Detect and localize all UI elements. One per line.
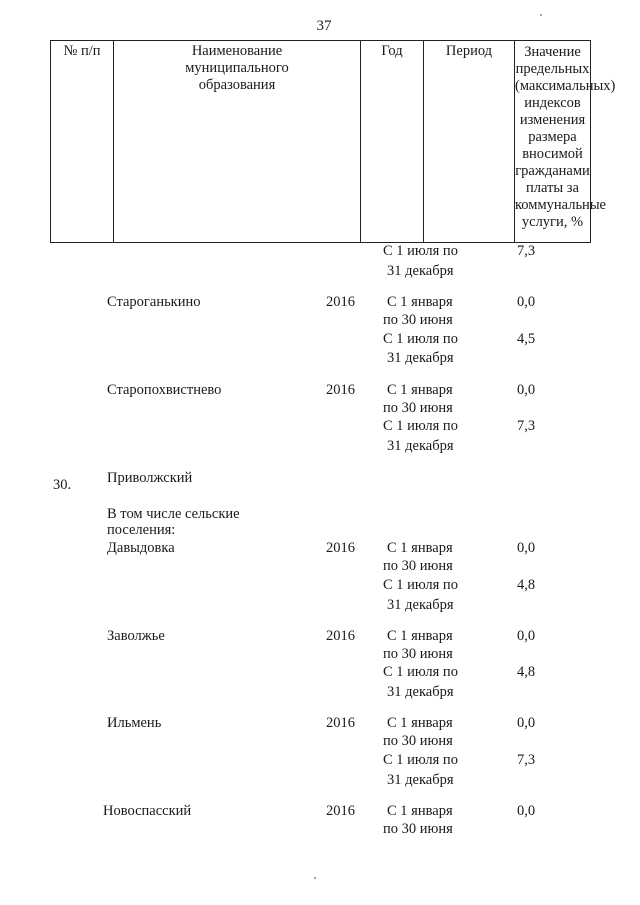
year-cell: 2016 [326,803,355,819]
header-name-line: образования [198,77,276,93]
year-cell: 2016 [326,540,355,556]
header-value-line: (максимальных) [515,78,616,94]
value-cell: 4,8 [517,664,536,680]
municipality-name: Старопохвистнево [107,382,222,398]
value-cell: 4,8 [517,577,536,593]
year-cell: 2016 [326,715,355,731]
period-line: С 1 января [387,540,453,556]
header-value-line: Значение [524,44,581,60]
municipality-name: Заволжье [107,628,165,644]
header-value-line: предельных [515,61,590,77]
header-value-line: услуги, % [521,214,584,230]
value-cell: 7,3 [517,243,536,259]
period-line: С 1 июля по [383,577,458,593]
header-name-line: Наименование [191,43,283,59]
period-line: С 1 июля по [383,331,458,347]
period-line: по 30 июня [383,733,453,749]
value-cell: 0,0 [517,628,536,644]
period-line: 31 декабря [387,597,454,613]
header-value-line: размера [528,129,577,145]
period-line: 31 декабря [387,350,454,366]
year-cell: 2016 [326,294,355,310]
municipality-name: Новоспасский [103,803,192,819]
header-value-line: гражданами [515,163,590,179]
table-header [50,40,616,243]
value-cell: 0,0 [517,803,536,819]
period-line: С 1 января [387,803,453,819]
period-line: 31 декабря [387,438,454,454]
period-line: С 1 января [387,294,453,310]
period-line: 31 декабря [387,263,454,279]
header-year: Год [360,41,423,242]
period-line: по 30 июня [383,400,453,416]
year-cell: 2016 [326,628,355,644]
header-name [113,41,360,242]
period-line: С 1 января [387,628,453,644]
section-number: 30. [53,477,72,493]
page-number: 37 [316,18,332,34]
period-line: по 30 июня [383,558,453,574]
header-value-line: коммунальные [515,197,606,213]
period-line: С 1 января [387,715,453,731]
municipality-name: Ильмень [107,715,162,731]
period-line: С 1 июля по [383,243,458,259]
header-period: Период [423,41,514,242]
section-subtitle: поселения: [107,522,176,538]
period-line: по 30 июня [383,646,453,662]
municipality-name: Староганькино [107,294,201,310]
period-line: С 1 января [387,382,453,398]
header-name-line: муниципального [185,60,289,76]
header-value-line: изменения [519,112,586,128]
value-cell: 0,0 [517,294,536,310]
value-cell: 0,0 [517,540,536,556]
value-cell: 0,0 [517,382,536,398]
period-line: по 30 июня [383,312,453,328]
header-value-line: платы за [526,180,579,196]
scan-speck [314,877,316,879]
municipality-name: Давыдовка [107,540,175,556]
value-cell: 7,3 [517,418,536,434]
header-value [514,41,616,242]
section-name: Приволжский [107,470,193,486]
period-line: С 1 июля по [383,752,458,768]
year-cell: 2016 [326,382,355,398]
scan-speck [540,14,542,16]
header-value-line: индексов [524,95,581,111]
value-cell: 4,5 [517,331,536,347]
value-cell: 7,3 [517,752,536,768]
period-line: 31 декабря [387,772,454,788]
period-line: по 30 июня [383,821,453,837]
period-line: С 1 июля по [383,664,458,680]
period-line: 31 декабря [387,684,454,700]
header-value-line: вносимой [522,146,583,162]
value-cell: 0,0 [517,715,536,731]
section-subtitle: В том числе сельские [107,506,240,522]
header-num: № п/п [50,41,113,242]
period-line: С 1 июля по [383,418,458,434]
